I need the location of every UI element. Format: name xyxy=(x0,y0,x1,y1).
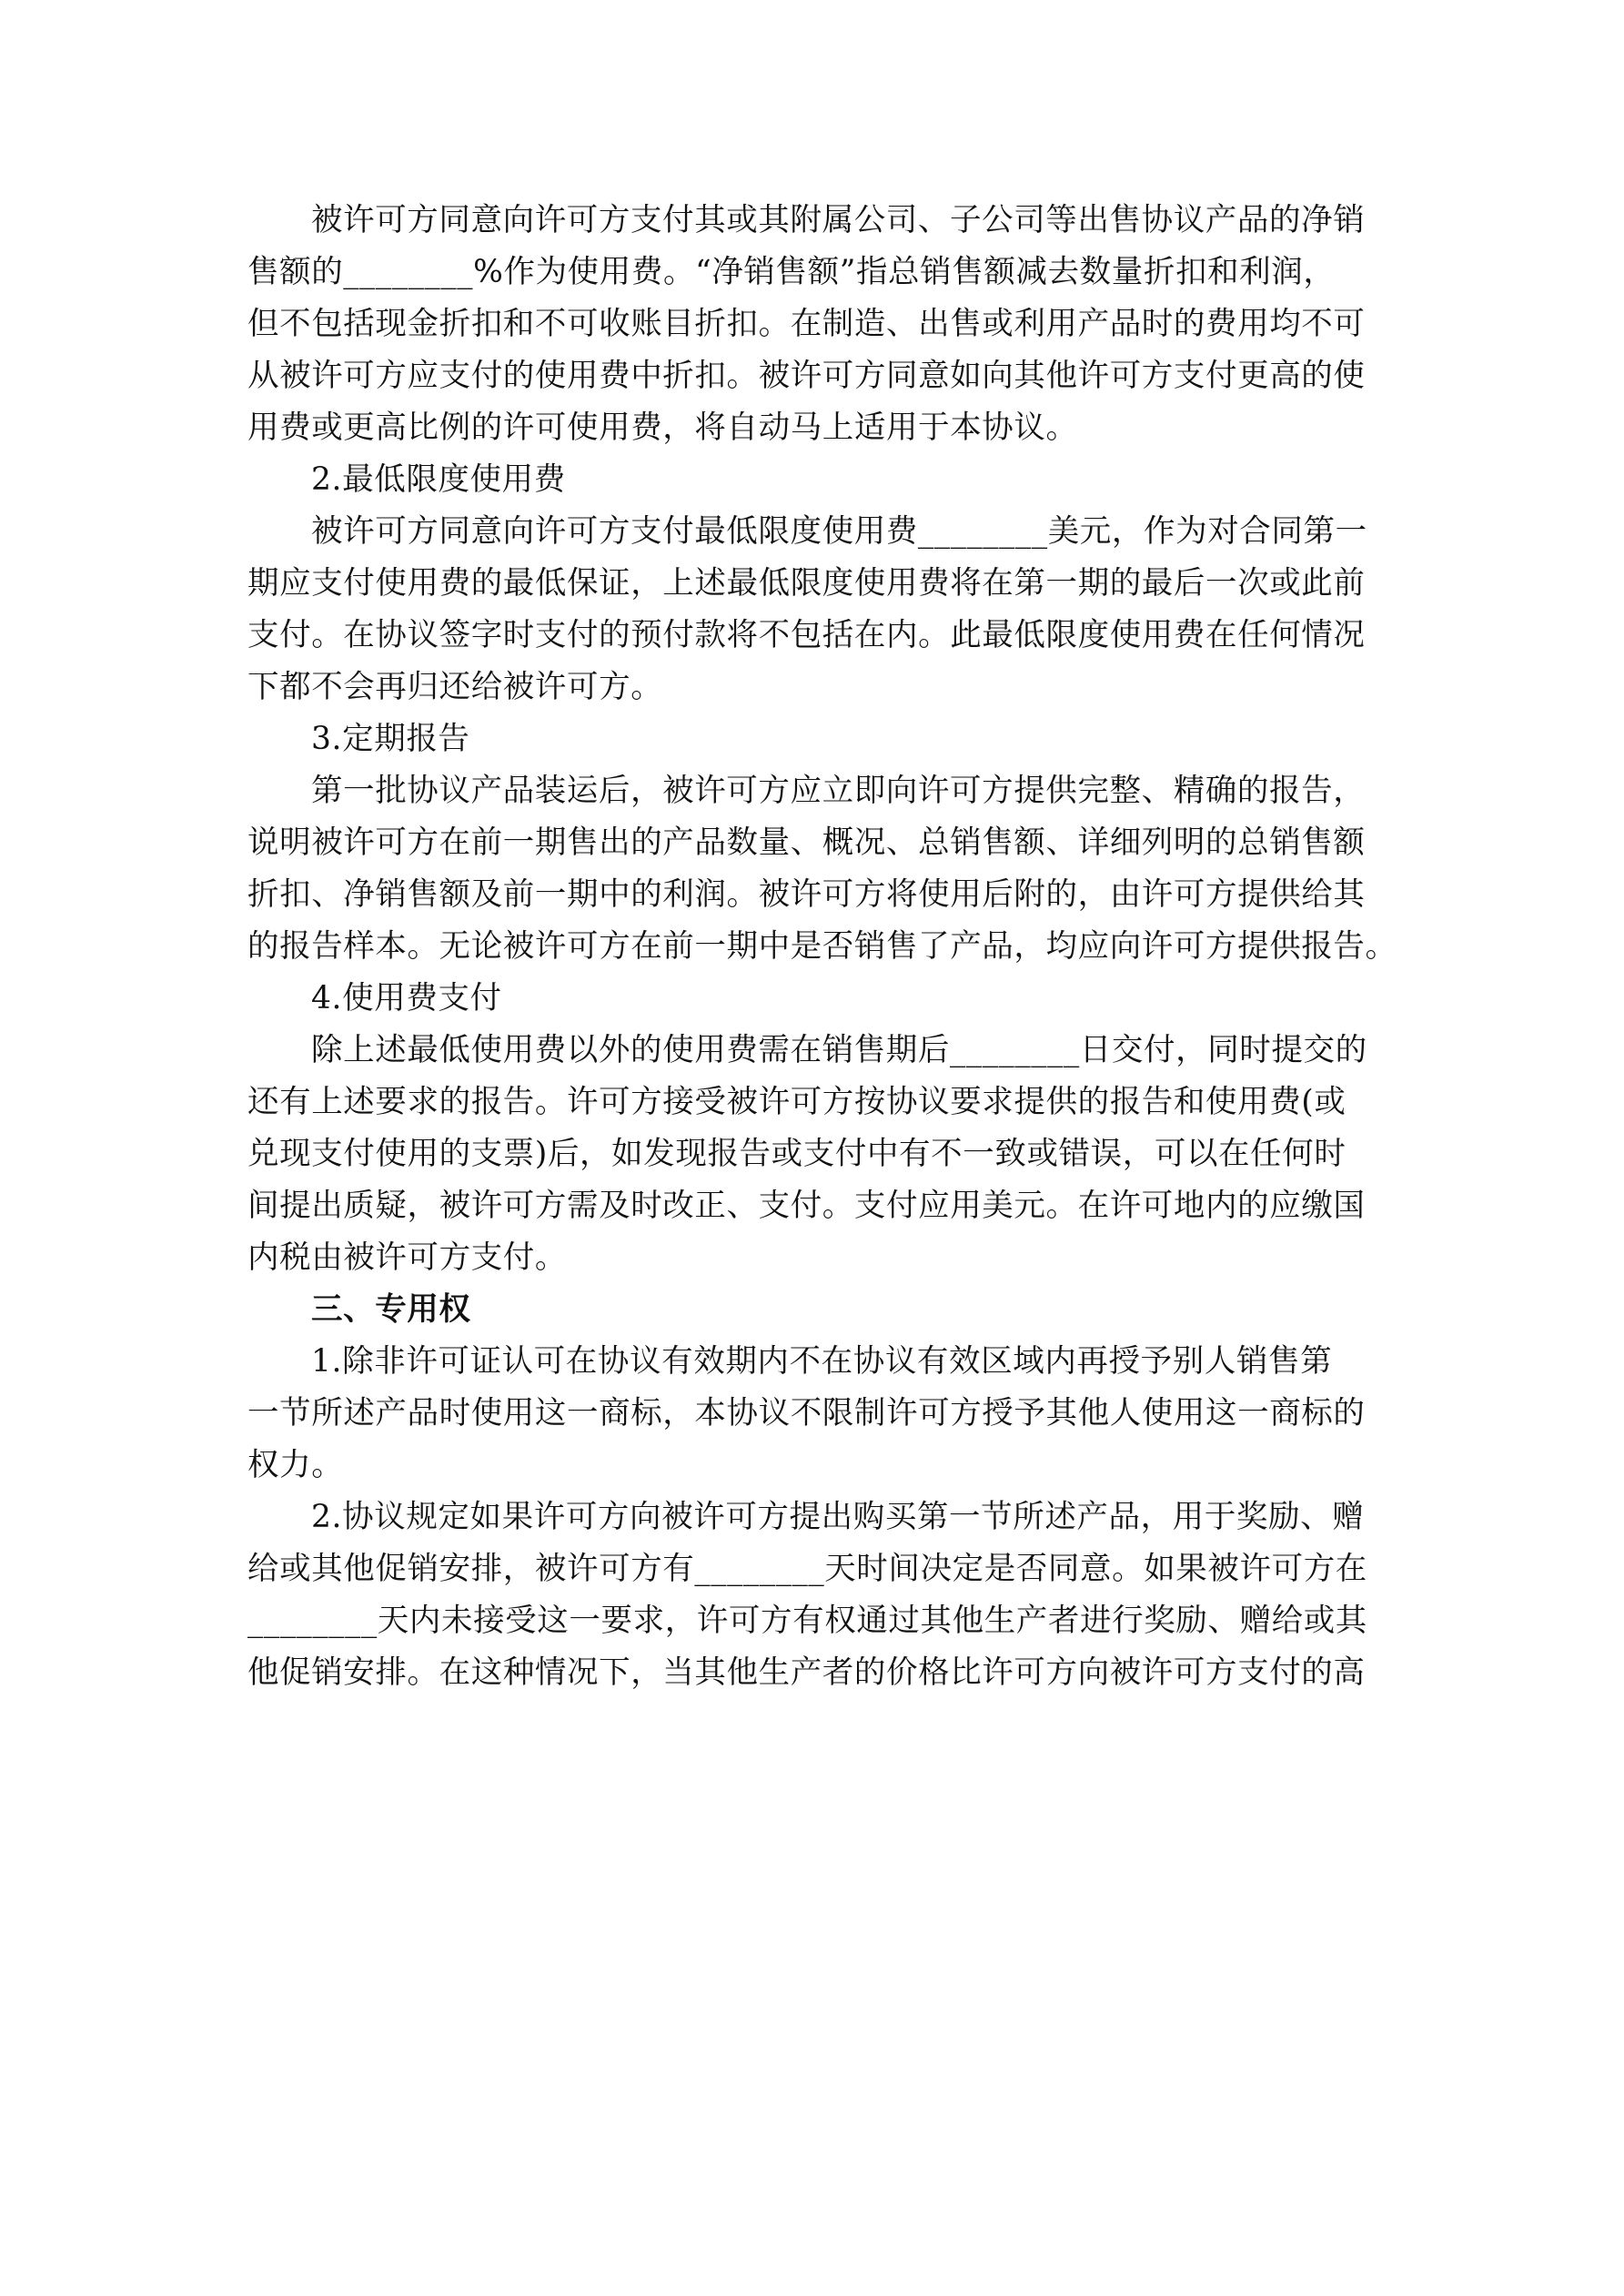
paragraph-line: 被许可方同意向许可方支付最低限度使用费________美元，作为对合同第一 xyxy=(311,513,1367,550)
paragraph-line: 用费或更高比例的许可使用费，将自动马上适用于本协议。 xyxy=(247,410,1078,446)
chapter-heading: 三、专用权 xyxy=(311,1291,471,1328)
paragraph-line: 第一批协议产品装运后，被许可方应立即向许可方提供完整、精确的报告， xyxy=(311,773,1366,809)
paragraph-line: 下都不会再归还给被许可方。 xyxy=(247,669,663,705)
paragraph-line: 售额的________%作为使用费。“净销售额”指总销售额减去数量折扣和利润， xyxy=(247,254,1336,290)
paragraph-line: 间提出质疑，被许可方需及时改正、支付。支付应用美元。在许可地内的应缴国 xyxy=(247,1188,1366,1224)
paragraph-line: 被许可方同意向许可方支付其或其附属公司、子公司等出售协议产品的净销 xyxy=(311,202,1366,238)
paragraph-line: 兑现支付使用的支票)后，如发现报告或支付中有不一致或错误，可以在任何时 xyxy=(247,1136,1347,1172)
paragraph-line: 2.协议规定如果许可方向被许可方提出购买第一节所述产品，用于奖励、赠 xyxy=(311,1499,1365,1535)
section-heading: 3.定期报告 xyxy=(311,721,470,757)
paragraph-line: 支付。在协议签字时支付的预付款将不包括在内。此最低限度使用费在任何情况 xyxy=(247,617,1366,653)
paragraph-line: 1.除非许可证认可在协议有效期内不在协议有效区域内再授予别人销售第 xyxy=(311,1343,1333,1380)
paragraph-line: 除上述最低使用费以外的使用费需在销售期后________日交付，同时提交的 xyxy=(311,1032,1367,1068)
paragraph-line: 一节所述产品时使用这一商标，本协议不限制许可方授予其他人使用这一商标的 xyxy=(247,1395,1366,1431)
paragraph-line: 但不包括现金折扣和不可收账目折扣。在制造、出售或利用产品时的费用均不可 xyxy=(247,306,1366,342)
paragraph-line: ________天内未接受这一要求，许可方有权通过其他生产者进行奖励、赠给或其 xyxy=(247,1603,1367,1639)
paragraph-line: 说明被许可方在前一期售出的产品数量、概况、总销售额、详细列明的总销售额 xyxy=(247,824,1366,861)
paragraph-line: 他促销安排。在这种情况下，当其他生产者的价格比许可方向被许可方支付的高 xyxy=(247,1654,1366,1691)
section-heading: 4.使用费支付 xyxy=(311,980,502,1017)
paragraph-line: 的报告样本。无论被许可方在前一期中是否销售了产品，均应向许可方提供报告。 xyxy=(247,928,1397,965)
section-heading: 2.最低限度使用费 xyxy=(311,461,566,498)
paragraph-line: 折扣、净销售额及前一期中的利润。被许可方将使用后附的，由许可方提供给其 xyxy=(247,876,1366,913)
paragraph-line: 期应支付使用费的最低保证，上述最低限度使用费将在第一期的最后一次或此前 xyxy=(247,565,1366,602)
paragraph-line: 给或其他促销安排，被许可方有________天时间决定是否同意。如果被许可方在 xyxy=(247,1551,1367,1587)
paragraph-line: 权力。 xyxy=(247,1447,344,1483)
paragraph-line: 还有上述要求的报告。许可方接受被许可方按协议要求提供的报告和使用费(或 xyxy=(247,1084,1347,1120)
paragraph-line: 内税由被许可方支付。 xyxy=(247,1239,567,1276)
paragraph-line: 从被许可方应支付的使用费中折扣。被许可方同意如向其他许可方支付更高的使 xyxy=(247,358,1366,394)
